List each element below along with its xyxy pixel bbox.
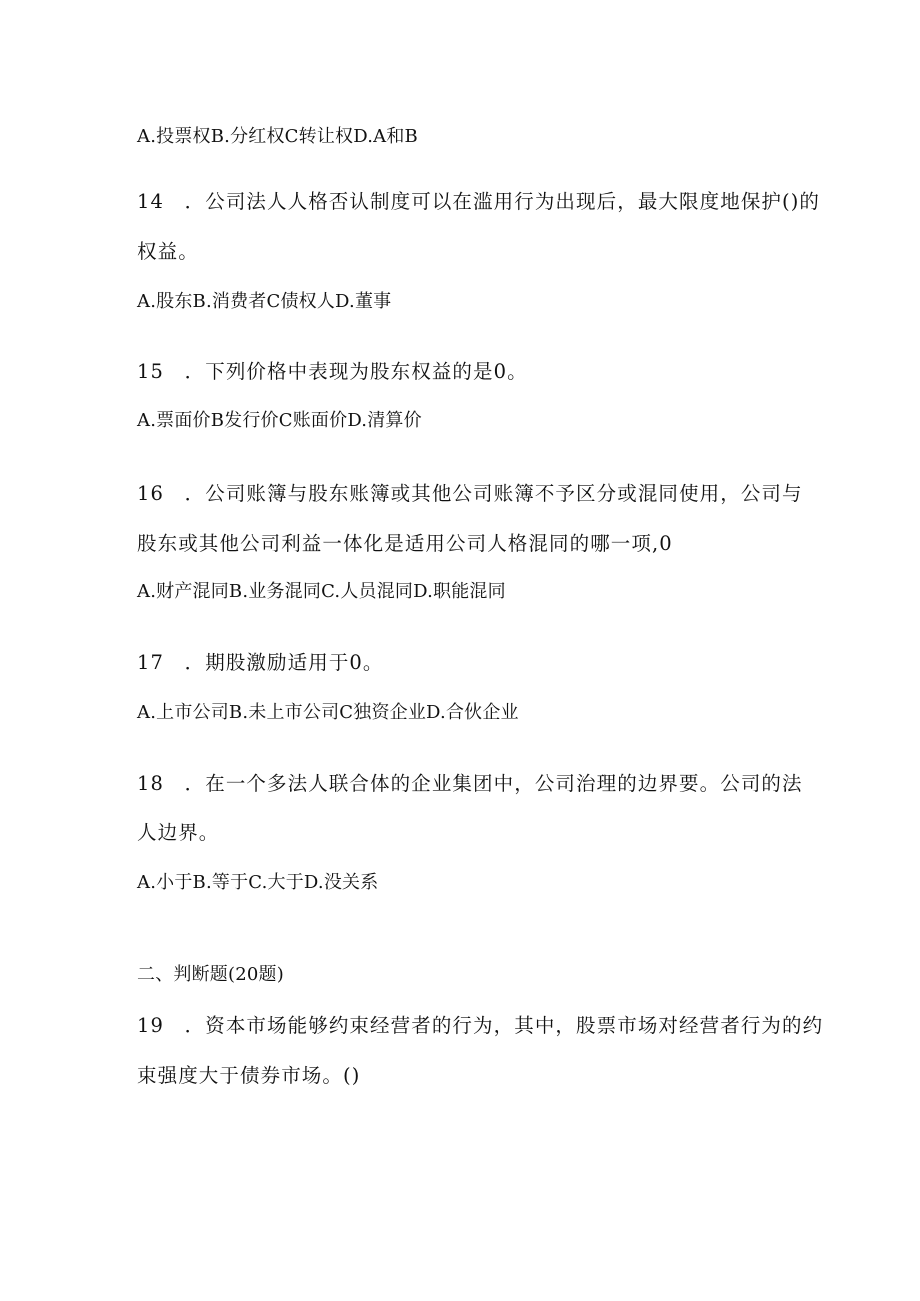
- q14-text-line1: 14 ．公司法人人格否认制度可以在滥用行为出现后，最大限度地保护()的: [137, 190, 821, 213]
- q18-options: A.小于B.等于C.大于D.没关系: [137, 872, 379, 893]
- q17-text: 17 ．期股激励适用于0。: [137, 651, 384, 674]
- q19-text-line1: 19 ．资本市场能够约束经营者的行为，其中，股票市场对经营者行为的约: [137, 1014, 824, 1037]
- q18-text-line1: 18 ．在一个多法人联合体的企业集团中，公司治理的边界要。公司的法: [137, 772, 803, 795]
- q17-options: A.上市公司B.未上市公司C独资企业D.合伙企业: [137, 702, 519, 723]
- q14-text-line2: 权益。: [137, 240, 199, 263]
- q16-text-line2: 股东或其他公司利益一体化是适用公司人格混同的哪一项,0: [137, 532, 673, 555]
- q15-options: A.票面价B发行价C账面价D.清算价: [137, 410, 422, 431]
- q13-options: A.投票权B.分红权C转让权D.A和B: [137, 126, 418, 147]
- section-heading: 二、判断题(20题): [137, 964, 284, 985]
- q18-text-line2: 人边界。: [137, 821, 220, 844]
- q14-options: A.股东B.消费者C债权人D.董事: [137, 291, 392, 312]
- q15-text: 15 ．下列价格中表现为股东权益的是0。: [137, 360, 528, 383]
- q16-text-line1: 16 ．公司账簿与股东账簿或其他公司账簿不予区分或混同使用，公司与: [137, 482, 803, 505]
- q16-options: A.财产混同B.业务混同C.人员混同D.职能混同: [137, 581, 506, 602]
- q19-text-line2: 束强度大于债券市场。(): [137, 1064, 361, 1087]
